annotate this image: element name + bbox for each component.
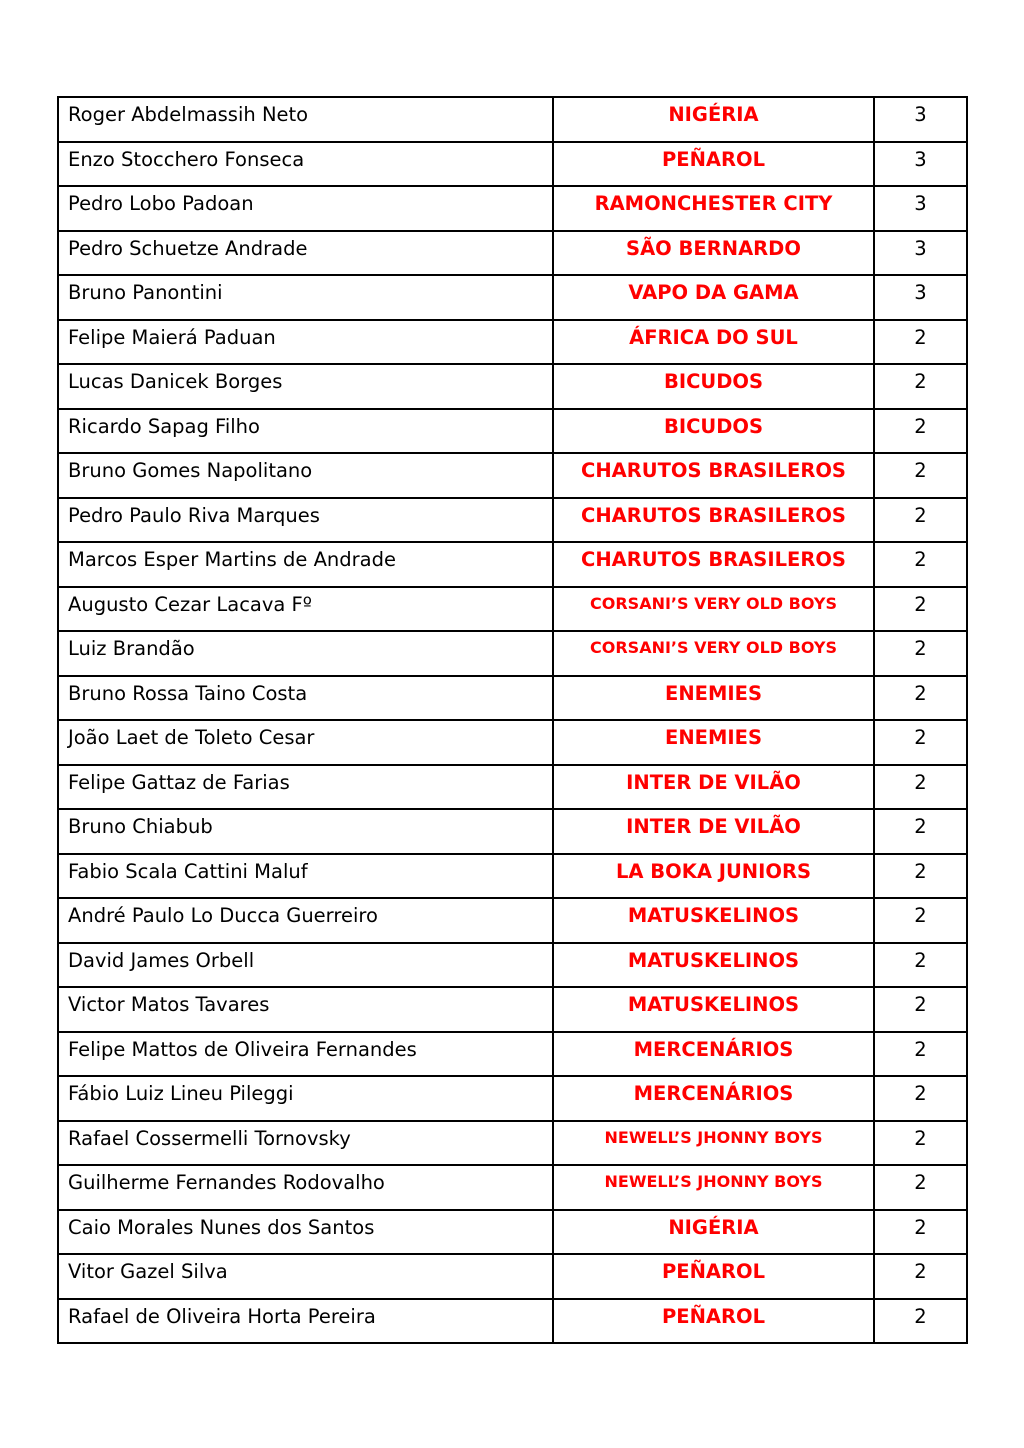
team-name-cell: MATUSKELINOS [553,943,874,988]
count-cell: 2 [874,987,967,1032]
table-row [58,587,967,632]
table-row [58,498,967,543]
count-cell: 2 [874,587,967,632]
player-name-cell: Felipe Maierá Paduan [58,320,553,365]
count-cell: 3 [874,142,967,187]
player-name-cell: Marcos Esper Martins de Andrade [58,542,553,587]
team-name-cell: ÁFRICA DO SUL [553,320,874,365]
table-row [58,1165,967,1210]
count-cell: 2 [874,1121,967,1166]
table-row [58,765,967,810]
table-row [58,1299,967,1344]
table-row [58,631,967,676]
team-name-cell: MERCENÁRIOS [553,1032,874,1077]
count-cell: 2 [874,320,967,365]
roster-table-body [58,97,967,1343]
team-name-cell: SÃO BERNARDO [553,231,874,276]
table-row [58,1121,967,1166]
table-row [58,275,967,320]
table-row [58,720,967,765]
player-name-cell: Roger Abdelmassih Neto [58,97,553,142]
table-row [58,231,967,276]
player-name-cell: Lucas Danicek Borges [58,364,553,409]
team-name-cell: ENEMIES [553,676,874,721]
count-cell: 2 [874,765,967,810]
player-name-cell: Bruno Gomes Napolitano [58,453,553,498]
table-row [58,943,967,988]
player-name-cell: Victor Matos Tavares [58,987,553,1032]
table-row [58,320,967,365]
count-cell: 2 [874,720,967,765]
player-name-cell: Bruno Chiabub [58,809,553,854]
team-name-cell: PEÑAROL [553,1254,874,1299]
player-name-cell: Guilherme Fernandes Rodovalho [58,1165,553,1210]
team-name-cell: MATUSKELINOS [553,987,874,1032]
team-name-cell: PEÑAROL [553,1299,874,1344]
player-name-cell: João Laet de Toleto Cesar [58,720,553,765]
count-cell: 3 [874,186,967,231]
count-cell: 2 [874,943,967,988]
count-cell: 2 [874,498,967,543]
player-name-cell: Bruno Rossa Taino Costa [58,676,553,721]
table-row [58,453,967,498]
player-name-cell: Bruno Panontini [58,275,553,320]
table-row [58,676,967,721]
player-name-cell: Enzo Stocchero Fonseca [58,142,553,187]
table-row [58,409,967,454]
table-row [58,1076,967,1121]
count-cell: 2 [874,1210,967,1255]
roster-table [57,96,968,1344]
count-cell: 2 [874,1299,967,1344]
team-name-cell: MERCENÁRIOS [553,1076,874,1121]
table-row [58,186,967,231]
table-row [58,364,967,409]
team-name-cell: ENEMIES [553,720,874,765]
team-name-cell: LA BOKA JUNIORS [553,854,874,899]
team-name-cell: CHARUTOS BRASILEROS [553,498,874,543]
table-row [58,987,967,1032]
player-name-cell: David James Orbell [58,943,553,988]
team-name-cell: CORSANI’S VERY OLD BOYS [553,587,874,632]
team-name-cell: INTER DE VILÃO [553,809,874,854]
team-name-cell: INTER DE VILÃO [553,765,874,810]
team-name-cell: CHARUTOS BRASILEROS [553,453,874,498]
player-name-cell: Vitor Gazel Silva [58,1254,553,1299]
player-name-cell: Caio Morales Nunes dos Santos [58,1210,553,1255]
team-name-cell: MATUSKELINOS [553,898,874,943]
team-name-cell: BICUDOS [553,409,874,454]
count-cell: 2 [874,631,967,676]
count-cell: 2 [874,854,967,899]
player-name-cell: Fábio Luiz Lineu Pileggi [58,1076,553,1121]
count-cell: 3 [874,231,967,276]
table-row [58,1254,967,1299]
count-cell: 2 [874,676,967,721]
player-name-cell: Pedro Lobo Padoan [58,186,553,231]
player-name-cell: Fabio Scala Cattini Maluf [58,854,553,899]
player-name-cell: Pedro Schuetze Andrade [58,231,553,276]
count-cell: 2 [874,898,967,943]
table-row [58,142,967,187]
team-name-cell: NIGÉRIA [553,1210,874,1255]
player-name-cell: Felipe Gattaz de Farias [58,765,553,810]
count-cell: 2 [874,542,967,587]
player-name-cell: Ricardo Sapag Filho [58,409,553,454]
count-cell: 2 [874,364,967,409]
count-cell: 2 [874,809,967,854]
player-name-cell: Rafael de Oliveira Horta Pereira [58,1299,553,1344]
team-name-cell: RAMONCHESTER CITY [553,186,874,231]
count-cell: 3 [874,97,967,142]
count-cell: 2 [874,1254,967,1299]
team-name-cell: CORSANI’S VERY OLD BOYS [553,631,874,676]
player-name-cell: Felipe Mattos de Oliveira Fernandes [58,1032,553,1077]
count-cell: 2 [874,453,967,498]
count-cell: 2 [874,1165,967,1210]
team-name-cell: VAPO DA GAMA [553,275,874,320]
count-cell: 2 [874,1076,967,1121]
player-name-cell: Augusto Cezar Lacava Fº [58,587,553,632]
player-name-cell: André Paulo Lo Ducca Guerreiro [58,898,553,943]
table-row [58,97,967,142]
table-row [58,542,967,587]
table-row [58,1032,967,1077]
team-name-cell: PEÑAROL [553,142,874,187]
team-name-cell: NEWELL’S JHONNY BOYS [553,1165,874,1210]
count-cell: 2 [874,1032,967,1077]
team-name-cell: NEWELL’S JHONNY BOYS [553,1121,874,1166]
count-cell: 2 [874,409,967,454]
table-row [58,809,967,854]
team-name-cell: BICUDOS [553,364,874,409]
player-name-cell: Rafael Cossermelli Tornovsky [58,1121,553,1166]
table-row [58,898,967,943]
team-name-cell: CHARUTOS BRASILEROS [553,542,874,587]
table-row [58,854,967,899]
table-row [58,1210,967,1255]
count-cell: 3 [874,275,967,320]
team-name-cell: NIGÉRIA [553,97,874,142]
player-name-cell: Pedro Paulo Riva Marques [58,498,553,543]
player-name-cell: Luiz Brandão [58,631,553,676]
